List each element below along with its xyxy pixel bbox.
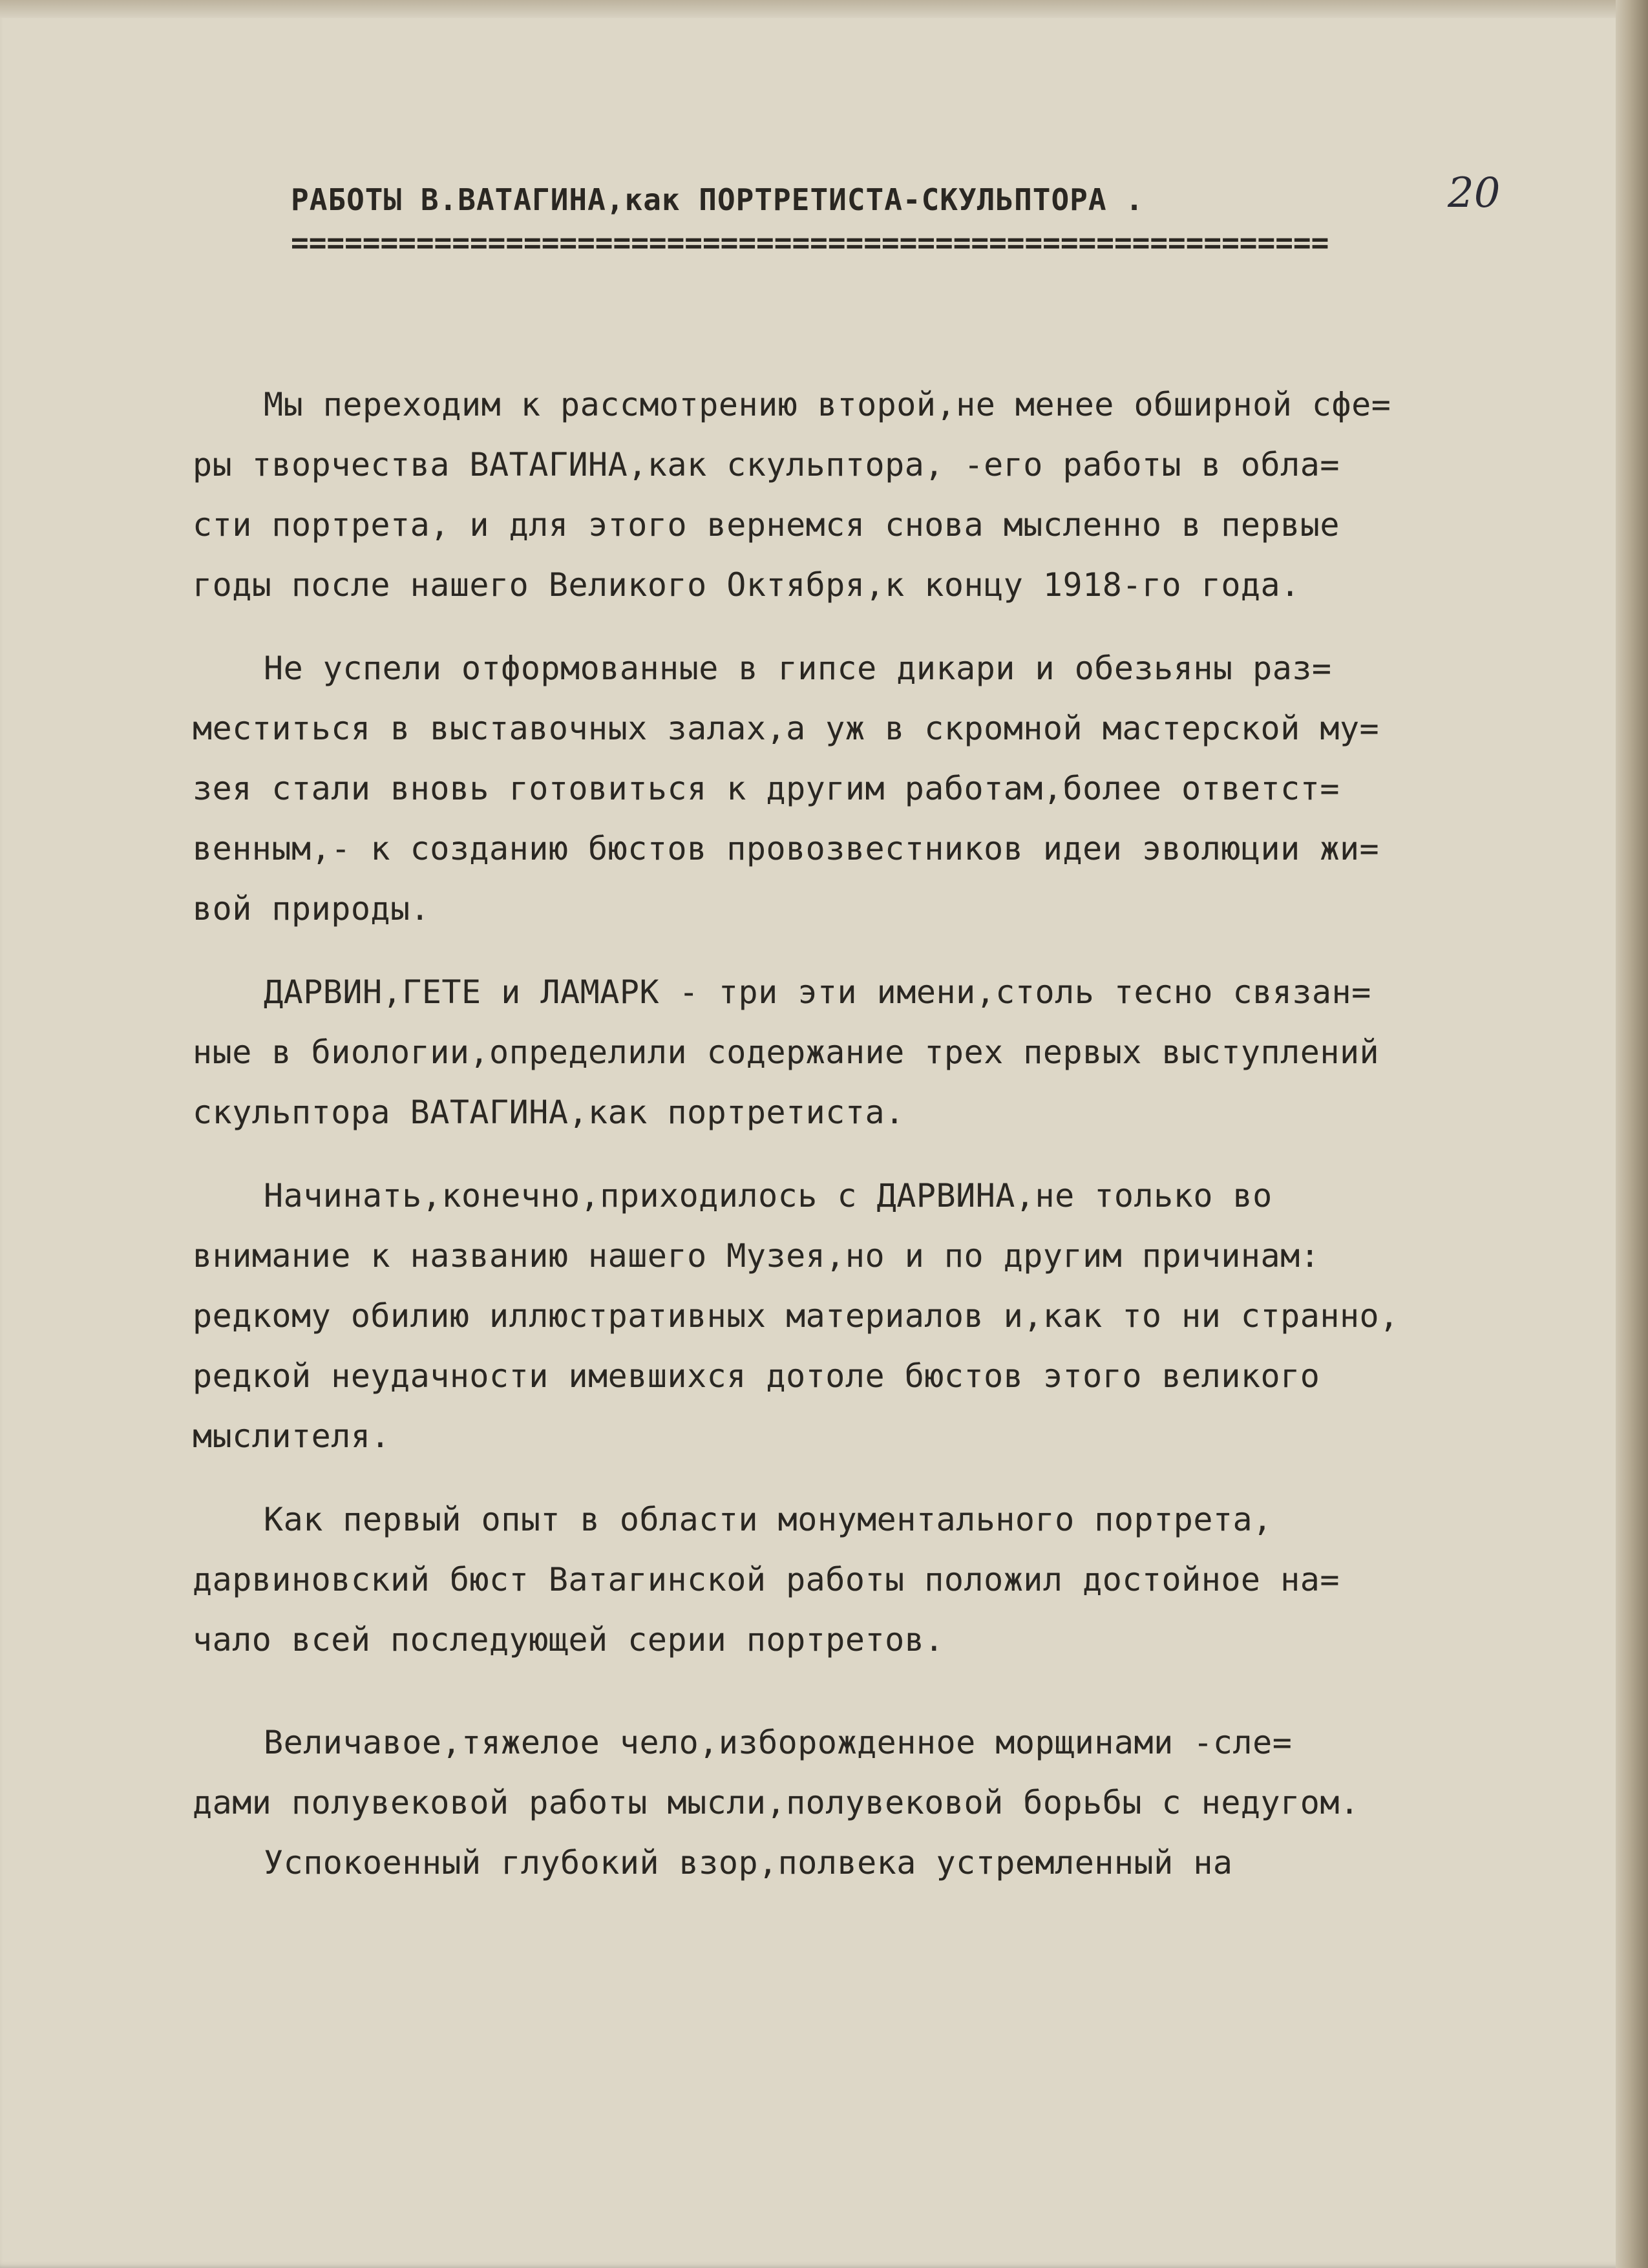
- text-line: годы после нашего Великого Октября,к концу 1918-го года.: [193, 566, 1300, 604]
- text-line: меститься в выставочных залах,а уж в скромной мастерской му=: [193, 710, 1380, 747]
- text-line: мыслителя.: [193, 1417, 391, 1455]
- text-line: ры творчества ВАТАГИНА,как скульптора, -его работы в обла=: [193, 446, 1340, 483]
- text-line: внимание к названию нашего Музея,но и по другим причинам:: [193, 1237, 1320, 1275]
- text-line: венным,- к созданию бюстов провозвестников идеи эволюции жи=: [193, 830, 1380, 867]
- document-body: [193, 375, 1537, 1893]
- paragraph: [193, 639, 1537, 939]
- text-line: Мы переходим к рассмотрению второй,не менее обширной сфе=: [264, 386, 1391, 423]
- text-line: Успокоенный глубокий взор,полвека устремленный на: [264, 1844, 1233, 1881]
- stacked-pages-top-edge: [0, 0, 1648, 18]
- paragraph: [193, 1713, 1537, 1833]
- text-line: ные в биологии,определили содержание трех первых выступлений: [193, 1033, 1380, 1071]
- text-line: Не успели отформованные в гипсе дикари и обезьяны раз=: [264, 650, 1332, 687]
- text-line: зея стали вновь готовиться к другим работам,более ответст=: [193, 770, 1340, 807]
- text-line: скульптора ВАТАГИНА,как портретиста.: [193, 1094, 905, 1131]
- text-line: Как первый опыт в области монументального портрета,: [264, 1501, 1273, 1538]
- text-line: вой природы.: [193, 890, 430, 927]
- text-line: ДАРВИН,ГЕТЕ и ЛАМАРК - три эти имени,столь тесно связан=: [264, 973, 1371, 1011]
- title-underline: ==========================================================: [291, 225, 1329, 260]
- page-title: РАБОТЫ В.ВАТАГИНА,как ПОРТРЕТИСТА-СКУЛЬПТОРА .: [291, 182, 1144, 217]
- text-line: дами полувековой работы мысли,полувековой борьбы с недугом.: [193, 1784, 1360, 1821]
- text-line: Величавое,тяжелое чело,изборожденное морщинами -сле=: [264, 1724, 1293, 1761]
- paragraph: [193, 962, 1537, 1143]
- page-number: 20: [1448, 169, 1501, 217]
- text-line: Начинать,конечно,приходилось с ДАРВИНА,не только во: [264, 1177, 1273, 1214]
- text-line: сти портрета, и для этого вернемся снова мысленно в первые: [193, 506, 1340, 544]
- paragraph: [193, 1833, 1537, 1893]
- paragraph: [193, 1490, 1537, 1670]
- text-line: чало всей последующей серии портретов.: [193, 1621, 944, 1659]
- stacked-pages-right-edge: [1616, 0, 1648, 2268]
- paragraph: [193, 1166, 1537, 1467]
- paragraph: [193, 375, 1537, 615]
- text-line: дарвиновский бюст Ватагинской работы положил достойное на=: [193, 1561, 1340, 1598]
- text-line: редкой неудачности имевшихся дотоле бюстов этого великого: [193, 1357, 1320, 1395]
- text-line: редкому обилию иллюстративных материалов и,как то ни странно,: [193, 1297, 1399, 1335]
